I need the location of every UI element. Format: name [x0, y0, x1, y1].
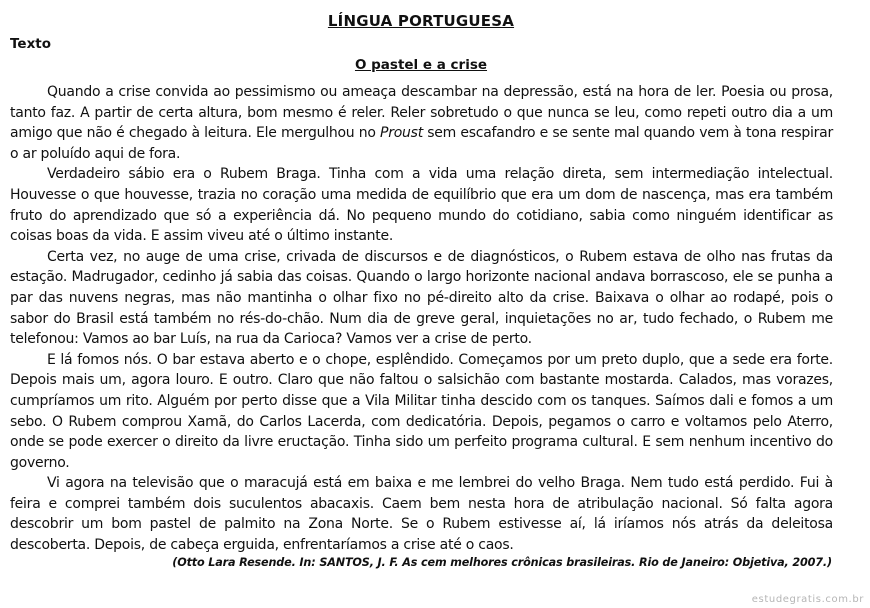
source-citation: (Otto Lara Resende. In: SANTOS, J. F. As cem melhores crônicas brasileiras. Rio de Janeiro: Objetiva, 2007.) [172, 556, 832, 569]
paragraph-3: Certa vez, no auge de uma crise, crivada de discursos e de diagnósticos, o Rubem estava de olho nas frutas da estação. Madrugador, cedinho já sabia das coisas. Quando o largo horizonte nacional andava borrascoso, ele se punha a par das nuvens negras, mas não mantinha o olhar fixo no pé-direito alto da crise. Baixava o olhar ao rodapé, pois o sabor do Brasil está também no rés-do-chão. Num dia de greve geral, inquietações no ar, tudo fechado, o Rubem me telefonou: Vamos ao bar Luís, na rua da Carioca? Vamos ver a crise de perto. [10, 248, 833, 348]
paragraph-1 [10, 82, 833, 164]
section-label: Texto [10, 36, 52, 52]
paragraph-1-part-1: Quando a crise convida ao pessimismo ou ameaça descambar na depressão, está na hora de ler. Poesia ou prosa, tanto faz. A partir de certa altura, bom mesmo é reler. Reler sobretudo o que nunca se leu, como repeti outro dia a um amigo que não é chegado à leitura. Ele mergulhou no [10, 84, 833, 142]
article-body [10, 82, 833, 556]
paragraph-4: E lá fomos nós. O bar estava aberto e o chope, esplêndido. Começamos por um preto duplo, que a sede era forte. Depois mais um, agora louro. E outro. Claro que não faltou o salsichão com bastante mostarda. Calados, mas vorazes, cumpríamos um rito. Alguém por perto disse que a Vila Militar tinha descido com os tanques. Saímos dali e fomos a um sebo. O Rubem comprou Xamã, do Carlos Lacerda, com dedicatória. Depois, pegamos o carro e voltamos pelo Aterro, onde se pode exercer o direito da livre eructação. Tinha sido um perfeito programa cultural. E sem nenhum incentivo do governo. [10, 351, 833, 471]
page-title: LÍNGUA PORTUGUESA [327, 12, 515, 30]
paragraph-5: Vi agora na televisão que o maracujá está em baixa e me lembrei do velho Braga. Nem tudo está perdido. Fui à feira e comprei também dois suculentos abacaxis. Caem bem nesta hora de atribulação nacional. Só falta agora descobrir um bom pastel de palmito na Zona Norte. Se o Rubem estivesse aí, lá iríamos nós atrás da deleitosa descoberta. Depois, de cabeça erguida, enfrentaríamos a crise até o caos. [10, 475, 833, 554]
paragraph-1-part-2: sem escafandro e se sente mal quando vem à tona respirar o ar poluído aqui de fora. [10, 125, 834, 162]
article-title: O pastel e a crise [354, 57, 488, 73]
site-watermark: estudegratis.com.br [751, 594, 864, 605]
proust-emphasis: Proust [380, 125, 423, 142]
paragraph-2: Verdadeiro sábio era o Rubem Braga. Tinha com a vida uma relação direta, sem intermediação intelectual. Houvesse o que houvesse, trazia no coração uma medida de equilíbrio que era um dom de nascença, mas era também fruto do aprendizado que só a experiência dá. No pequeno mundo do cotidiano, sabia como ninguém identificar as coisas boas da vida. E assim viveu até o último instante. [10, 166, 833, 245]
